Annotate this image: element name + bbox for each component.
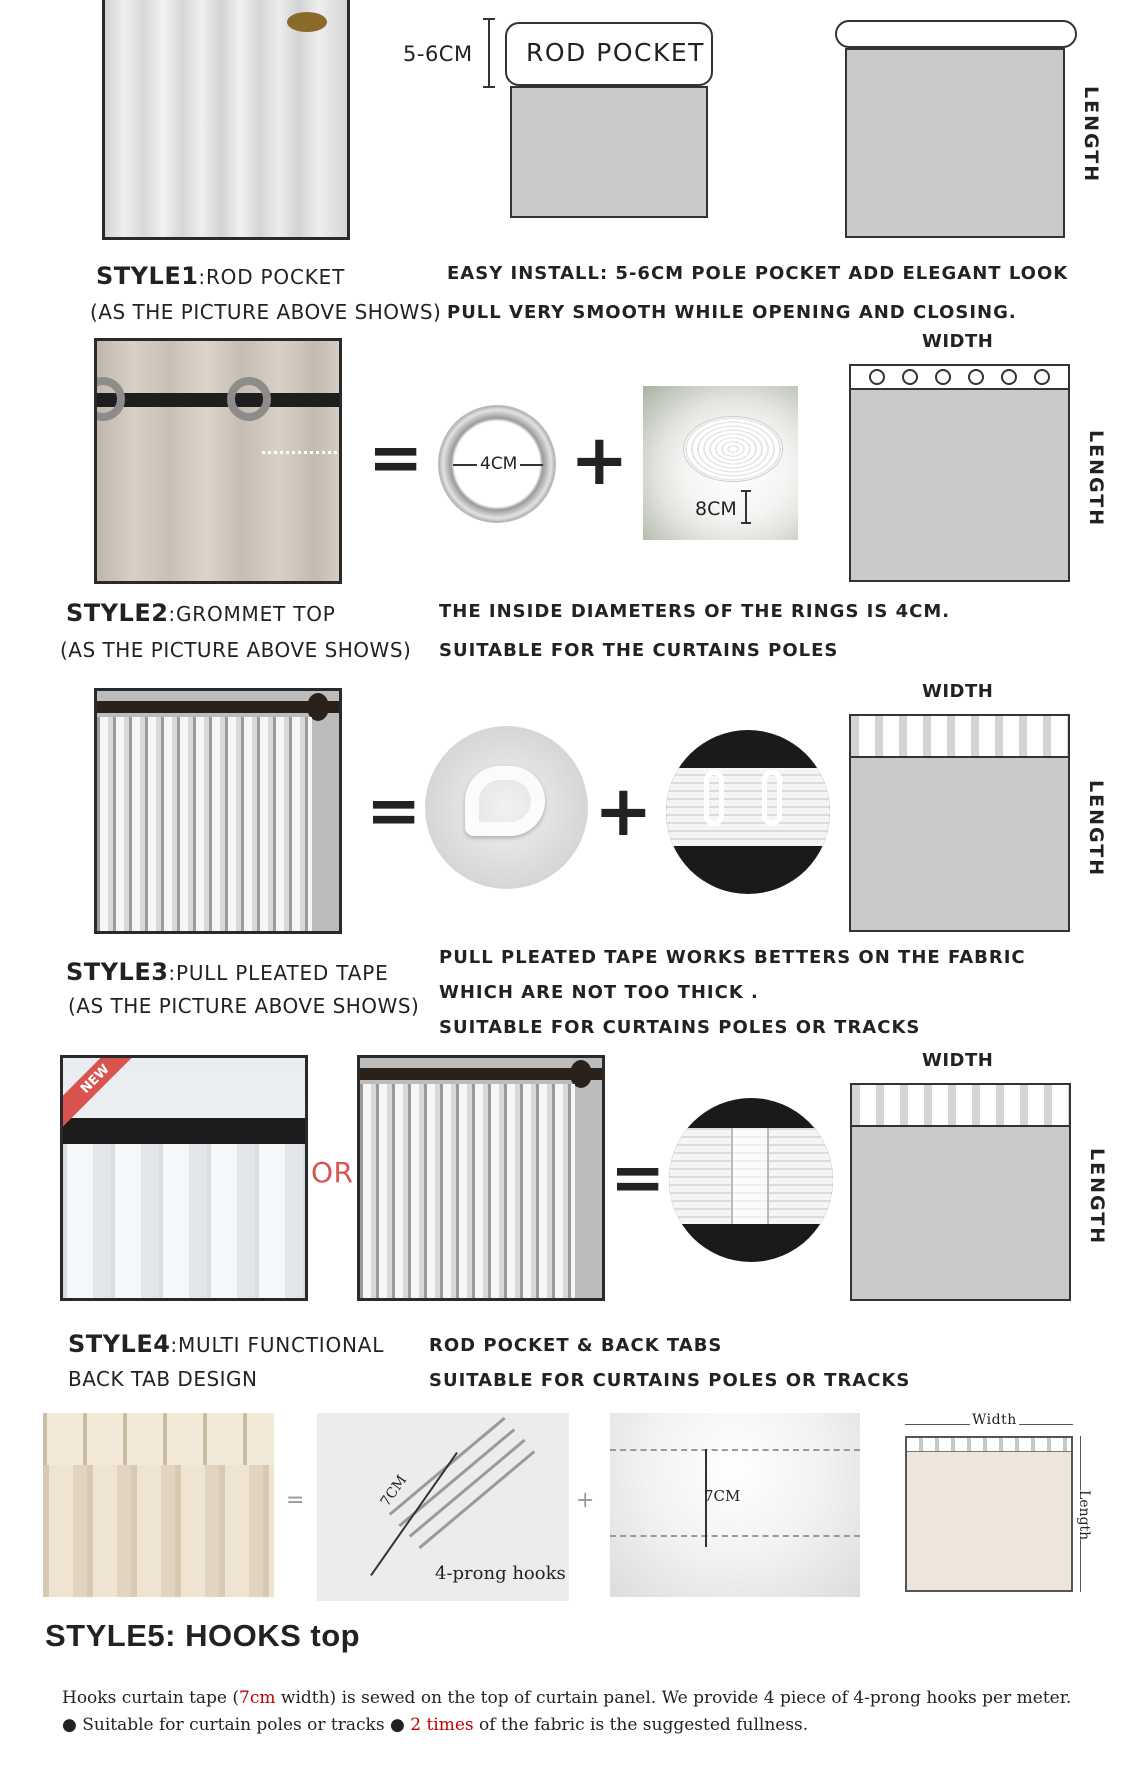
sheer-curtain xyxy=(63,1144,305,1301)
style1-rod-tube xyxy=(835,20,1077,48)
tape-hook-icon xyxy=(762,770,782,826)
style2-plus: + xyxy=(570,419,629,501)
style2-grommet-photo xyxy=(94,338,342,584)
style2-width-label: WIDTH xyxy=(922,331,994,352)
style3-desc3: SUITABLE FOR CURTAINS POLES OR TRACKS xyxy=(439,1017,921,1038)
tape-size-label: 7CM xyxy=(704,1487,741,1505)
hook-tape-strip xyxy=(907,1438,1071,1452)
style5-tape-photo xyxy=(610,1413,860,1597)
style3-plus: + xyxy=(594,770,653,852)
style4-subtitle: BACK TAB DESIGN xyxy=(68,1367,258,1391)
hook-caption: 4-prong hooks xyxy=(435,1563,566,1584)
grommet-strip xyxy=(851,366,1068,390)
style2-panel-diagram xyxy=(849,364,1070,582)
grommet-ring-icon xyxy=(227,377,271,421)
style3-desc1: PULL PLEATED TAPE WORKS BETTERS ON THE FABRIC xyxy=(439,947,1026,968)
backtab-strip xyxy=(852,1085,1069,1127)
pleat-tape-strip xyxy=(851,716,1068,758)
style2-equals: = xyxy=(368,419,424,496)
style4-backtab-photo xyxy=(60,1055,308,1301)
style1-length-label: LENGTH xyxy=(1080,86,1102,184)
curtain-pole xyxy=(360,1068,602,1080)
style3-width-label: WIDTH xyxy=(922,681,994,702)
style1-title: STYLE1:ROD POCKET xyxy=(96,262,346,290)
style3-hook-photo xyxy=(425,726,588,889)
curtain-header xyxy=(43,1413,274,1465)
style4-length-label: LENGTH xyxy=(1086,1148,1108,1246)
style3-desc2: WHICH ARE NOT TOO THICK . xyxy=(439,982,759,1003)
style4-rod-photo xyxy=(357,1055,605,1301)
curtain-panel-small xyxy=(510,86,708,218)
plastic-hook-icon xyxy=(465,766,545,836)
style5-plus: + xyxy=(576,1488,595,1513)
style2-desc2: SUITABLE FOR THE CURTAINS POLES xyxy=(439,640,839,661)
rod-pocket-label: ROD POCKET xyxy=(526,38,705,67)
style1-pocket-diagram xyxy=(500,18,720,218)
style5-panel-diagram xyxy=(905,1436,1073,1592)
style1-panel-diagram xyxy=(845,48,1065,238)
pleated-curtain xyxy=(97,717,312,933)
style5-title: STYLE5: HOOKS top xyxy=(45,1618,361,1653)
style5-line1: Hooks curtain tape (7cm width) is sewed on the top of curtain panel. We provide 4 piece of 4-prong hooks per meter. xyxy=(62,1688,1072,1708)
curtain-pole xyxy=(97,393,339,407)
grommet-ring-icon xyxy=(94,377,125,421)
tape-hook-icon xyxy=(704,770,724,826)
ring-size-label: 4CM xyxy=(477,454,520,474)
back-tab-loop xyxy=(731,1128,769,1224)
curtain-pole xyxy=(97,701,339,713)
style4-title: STYLE4:MULTI FUNCTIONAL xyxy=(68,1330,385,1358)
grommet-hole-icon xyxy=(869,369,885,385)
style5-pinch-pleat-photo xyxy=(43,1413,274,1597)
style3-title: STYLE3:PULL PLEATED TAPE xyxy=(66,958,389,986)
new-badge: NEW xyxy=(60,1055,145,1129)
style5-hook-photo xyxy=(317,1413,569,1601)
pleat-tape-strip xyxy=(666,768,830,846)
grommet-hole-icon xyxy=(1001,369,1017,385)
grommet-hole-icon xyxy=(902,369,918,385)
style1-curtain-photo xyxy=(102,0,350,240)
style3-equals: = xyxy=(366,772,422,849)
style5-length-label: Length xyxy=(1076,1490,1092,1541)
rod-finial-icon xyxy=(287,12,327,32)
style3-panel-diagram xyxy=(849,714,1070,932)
style2-tape-photo xyxy=(643,386,798,540)
grommet-hole-icon xyxy=(968,369,984,385)
tape-roll xyxy=(683,416,783,482)
style3-pleated-photo xyxy=(94,688,342,934)
style4-desc1: ROD POCKET & BACK TABS xyxy=(429,1335,723,1356)
style4-desc2: SUITABLE FOR CURTAINS POLES OR TRACKS xyxy=(429,1370,911,1391)
style2-ring-photo xyxy=(438,405,556,523)
style4-tape-photo xyxy=(669,1098,833,1262)
pleated-curtain xyxy=(360,1084,575,1300)
style3-tape-photo xyxy=(666,730,830,894)
style4-equals: = xyxy=(610,1139,666,1216)
style5-line2: ● Suitable for curtain poles or tracks ● 2 times of the fabric is the suggested fullness. xyxy=(62,1715,809,1735)
tape-size-label: 8CM xyxy=(695,498,737,520)
measure-dotted-line xyxy=(262,451,337,454)
style3-length-label: LENGTH xyxy=(1085,780,1107,878)
style2-title: STYLE2:GROMMET TOP xyxy=(66,599,336,627)
style5-equals: = xyxy=(286,1488,305,1513)
tape-size-bracket xyxy=(741,490,751,524)
style2-subtitle: (AS THE PICTURE ABOVE SHOWS) xyxy=(60,638,412,662)
style1-subtitle: (AS THE PICTURE ABOVE SHOWS) xyxy=(90,300,442,324)
style5-width-label: Width xyxy=(972,1412,1017,1428)
style4-width-label: WIDTH xyxy=(922,1050,994,1071)
style1-desc2: PULL VERY SMOOTH WHILE OPENING AND CLOSING. xyxy=(447,302,1017,323)
style2-length-label: LENGTH xyxy=(1085,430,1107,528)
hook-size-label: 7CM xyxy=(377,1472,411,1510)
curtain-pole xyxy=(63,1118,305,1144)
style3-subtitle: (AS THE PICTURE ABOVE SHOWS) xyxy=(68,994,420,1018)
style4-or-label: OR xyxy=(311,1156,354,1189)
style1-desc1: EASY INSTALL: 5-6CM POLE POCKET ADD ELEGANT LOOK xyxy=(447,263,1069,284)
grommet-hole-icon xyxy=(935,369,951,385)
style2-desc1: THE INSIDE DIAMETERS OF THE RINGS IS 4CM. xyxy=(439,601,951,622)
grommet-hole-icon xyxy=(1034,369,1050,385)
style4-panel-diagram xyxy=(850,1083,1071,1301)
pocket-size-label: 5-6CM xyxy=(403,42,473,66)
size-bracket xyxy=(483,18,495,88)
